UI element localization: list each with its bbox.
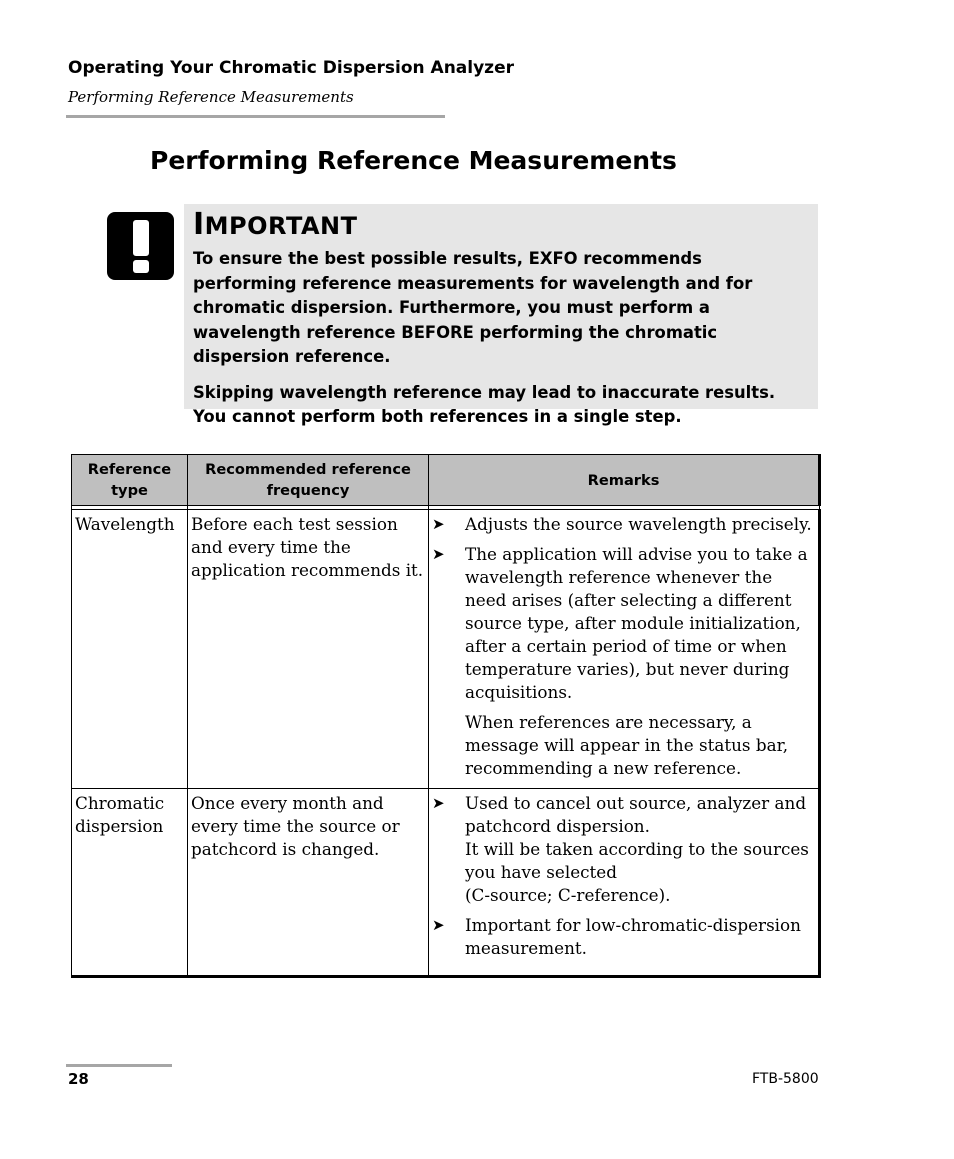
remark-line: Used to cancel out source, analyzer and patchcord dispersion.: [465, 793, 807, 836]
arrow-bullet-icon: ➤: [432, 545, 445, 563]
cell-frequency-chromatic: Once every month and every time the source or patchcord is changed.: [188, 789, 429, 977]
page-number: 28: [68, 1070, 89, 1088]
table-row: [72, 510, 820, 789]
cell-frequency-wavelength: Before each test session and every time the application recommends it.: [188, 510, 429, 789]
header-divider: [66, 115, 445, 118]
table-header-row: [72, 455, 820, 506]
important-title-rest: MPORTANT: [204, 212, 358, 240]
important-paragraph-1: To ensure the best possible results, EXFO recommends performing reference measurements for wavelength and for chromatic dispersion. Furthermore, you must perform a wavelength reference BEFORE performing the chromatic dispersion reference.: [193, 249, 753, 366]
remark-text: [465, 792, 814, 907]
remark-text: Important for low-chromatic-dispersion measurement.: [465, 915, 801, 958]
footer-divider: [66, 1064, 172, 1067]
cell-type-wavelength: Wavelength: [72, 510, 188, 789]
important-title-initial: I: [193, 207, 205, 242]
arrow-bullet-icon: ➤: [432, 794, 445, 812]
important-paragraph-2: Skipping wavelength reference may lead to inaccurate results. You cannot perform both references in a single step.: [193, 382, 776, 426]
table-row: [72, 789, 820, 977]
remark-line: It will be taken according to the sources you have selected: [465, 839, 809, 882]
arrow-bullet-icon: ➤: [432, 515, 445, 533]
list-item: [432, 914, 814, 960]
page-title: Performing Reference Measurements: [150, 146, 677, 175]
chapter-title: Operating Your Chromatic Dispersion Analyzer: [68, 58, 514, 78]
remark-text: The application will advise you to take a wavelength reference whenever the need arises (after selecting a different source type, after module initialization, after a certain period of time or when temperature varies), but never during acquisitions.: [465, 544, 808, 702]
exclamation-icon: [107, 212, 174, 280]
reference-table: [71, 454, 821, 978]
exclamation-dot: [133, 260, 149, 273]
remark-line: (C-source; C-reference).: [465, 885, 671, 905]
cell-remarks-wavelength: [429, 510, 820, 789]
cell-remarks-chromatic: [429, 789, 820, 977]
header-recommended-frequency: Recommended reference frequency: [188, 455, 429, 506]
important-title: [193, 206, 806, 245]
list-item: [432, 543, 814, 704]
important-callout: [184, 204, 818, 426]
cell-type-chromatic: Chromatic dispersion: [72, 789, 188, 977]
remark-text: Adjusts the source wavelength precisely.: [465, 514, 812, 534]
remark-note: When references are necessary, a message will appear in the status bar, recommending a new reference.: [465, 712, 789, 778]
list-item: [432, 792, 814, 907]
header-remarks: Remarks: [429, 455, 820, 506]
exclamation-bar: [133, 220, 149, 256]
header-reference-type: Reference type: [72, 455, 188, 506]
section-subtitle: Performing Reference Measurements: [68, 88, 354, 106]
document-id: FTB-5800: [752, 1071, 819, 1087]
arrow-bullet-icon: ➤: [432, 916, 445, 934]
list-item: [432, 513, 814, 536]
